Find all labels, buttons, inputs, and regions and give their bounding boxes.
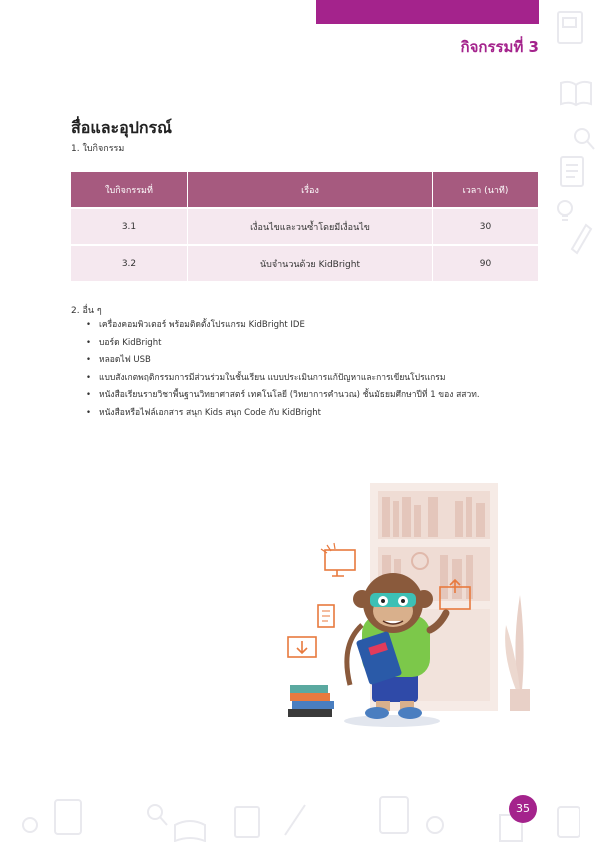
lightbulb-icon <box>553 197 577 225</box>
pencil-icon <box>568 222 594 256</box>
column-header: เวลา (นาที) <box>433 172 539 208</box>
column-header: ใบกิจกรรมที่ <box>71 172 188 208</box>
list-item: • เครื่องคอมพิวเตอร์ พร้อมติดตั้งโปรแกรม KidBright IDE <box>86 317 480 335</box>
table-cell: เงื่อนไขและวนซ้ำโดยมีเงื่อนไข <box>188 208 433 245</box>
monkey-mascot-illustration <box>280 475 540 735</box>
list-item: • หนังสือเรียนรายวิชาพื้นฐานวิทยาศาสตร์ เทคโนโลยี (วิทยาการคำนวณ) ชั้นมัธยมศึกษาปีที่ 1 ของ สสวท. <box>86 387 480 405</box>
page-number-badge: 35 <box>509 795 537 823</box>
list-item: • บอร์ด KidBright <box>86 335 480 353</box>
list-item: • หนังสือหรือไฟล์เอกสาร สนุก Kids สนุก Code กับ KidBright <box>86 405 480 423</box>
document-icon <box>558 155 588 189</box>
others-heading: 2. อื่น ๆ <box>71 306 102 316</box>
table-cell: นับจำนวนด้วย KidBright <box>188 245 433 281</box>
table-cell: 3.2 <box>71 245 188 281</box>
header-color-bar <box>316 0 539 24</box>
worksheet-table <box>71 172 538 281</box>
open-book-icon <box>558 78 594 108</box>
column-header: เรื่อง <box>188 172 433 208</box>
list-item: • หลอดไฟ USB <box>86 352 480 370</box>
table-header-row <box>71 172 538 208</box>
table-row <box>71 208 538 245</box>
list-item: • แบบสังเกตพฤติกรรมการมีส่วนร่วมในชั้นเรียน แบบประเมินการแก้ปัญหาและการเขียนโปรแกรม <box>86 370 480 388</box>
book-icon <box>556 10 586 46</box>
table-cell: 3.1 <box>71 208 188 245</box>
magnifier-icon <box>572 126 595 152</box>
worksheets-heading: 1. ใบกิจกรรม <box>71 144 125 154</box>
table-cell: 90 <box>433 245 539 281</box>
others-list <box>86 317 480 423</box>
section-title: สื่อและอุปกรณ์ <box>71 118 172 137</box>
activity-title: กิจกรรมที่ 3 <box>460 38 539 56</box>
table-row <box>71 245 538 281</box>
table-cell: 30 <box>433 208 539 245</box>
bottom-decoration-icons <box>20 795 580 842</box>
